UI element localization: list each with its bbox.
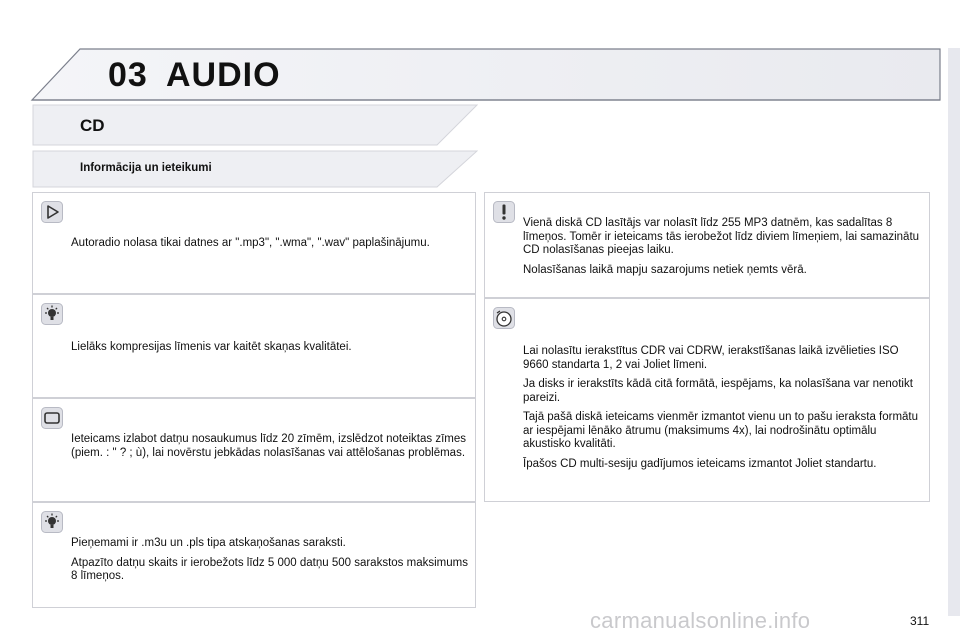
panel-paragraph: Ieteicams izlabot datņu nosaukumus līdz 20 zīmēm, izslēdzot noteiktas zīmes (piem. : " ? ; ù), lai novērstu jebkādas nolasīšanas vai attēlošanas problēmas. <box>71 433 467 459</box>
page-number: 311 <box>910 614 930 628</box>
panel-paragraph: Vienā diskā CD lasītājs var nolasīt līdz 255 MP3 datnēm, kas sadalītas 8 līmeņos. Tomēr ir ieteicams tās ierobežot līdz diviem līmeņiem, lai samazinātu CD nolasīšanas pieejas laiku. <box>523 217 920 256</box>
info-panel-playlists <box>32 502 476 608</box>
side-strip <box>948 48 960 616</box>
panel-paragraph: Autoradio nolasa tikai datnes ar ".mp3", ".wma", ".wav" paplašinājumu. <box>71 237 430 249</box>
section-subtitle: Informācija un ieteikumi <box>80 162 212 174</box>
info-panel-formats <box>32 192 476 294</box>
panel-paragraph: Nolasīšanas laikā mapju sazarojums netiek ņemts vērā. <box>523 263 807 276</box>
chapter-number: 03 <box>108 56 148 94</box>
panel-paragraph: Lai nolasītu ierakstītus CDR vai CDRW, ierakstīšanas laikā izvēlieties ISO 9660 standarta 1, 2 vai Joliet līmeni. <box>523 345 899 371</box>
warning-panel-mp3-limit <box>484 192 930 298</box>
chapter-title: AUDIO <box>166 56 281 94</box>
panel-paragraph: Lielāks kompresijas līmenis var kaitēt skaņas kvalitātei. <box>71 341 352 353</box>
info-box-icon <box>41 407 63 429</box>
panel-paragraph: Īpašos CD multi-sesiju gadījumos ieteicams izmantot Joliet standartu. <box>523 457 877 470</box>
panel-paragraph: Tajā pašā diskā ieteicams vienmēr izmantot vienu un to pašu ieraksta formātu ar iespējami lēnāko ātrumu (maksimums 4x), lai nodrošinātu optimālu akustisko kvalitāti. <box>523 411 919 450</box>
cd-disc-icon <box>493 307 515 329</box>
info-panel-filenames <box>32 398 476 502</box>
info-panel-cdr-formats <box>484 298 930 502</box>
panel-paragraph: Pieņemami ir .m3u un .pls tipa atskaņošanas saraksti. <box>71 537 346 549</box>
play-triangle-icon <box>41 201 63 223</box>
panel-paragraph: Atpazīto datņu skaits ir ierobežots līdz 5 000 datņu 500 sarakstos maksimums 8 līmeņos. <box>71 556 468 582</box>
info-panel-compression <box>32 294 476 398</box>
panel-paragraph: Ja disks ir ierakstīts kādā citā formātā, iespējams, ka nolasīšana var nenotikt pareizi. <box>523 378 913 404</box>
section-title: CD <box>80 116 105 135</box>
section-title-bar <box>32 104 478 146</box>
lightbulb-tip-icon <box>41 303 63 325</box>
lightbulb-tip-icon <box>41 511 63 533</box>
chapter-header <box>30 48 942 102</box>
subtitle-bar <box>32 150 478 188</box>
warning-exclamation-icon <box>493 201 515 223</box>
watermark: carmanualsonline.info <box>590 608 811 633</box>
